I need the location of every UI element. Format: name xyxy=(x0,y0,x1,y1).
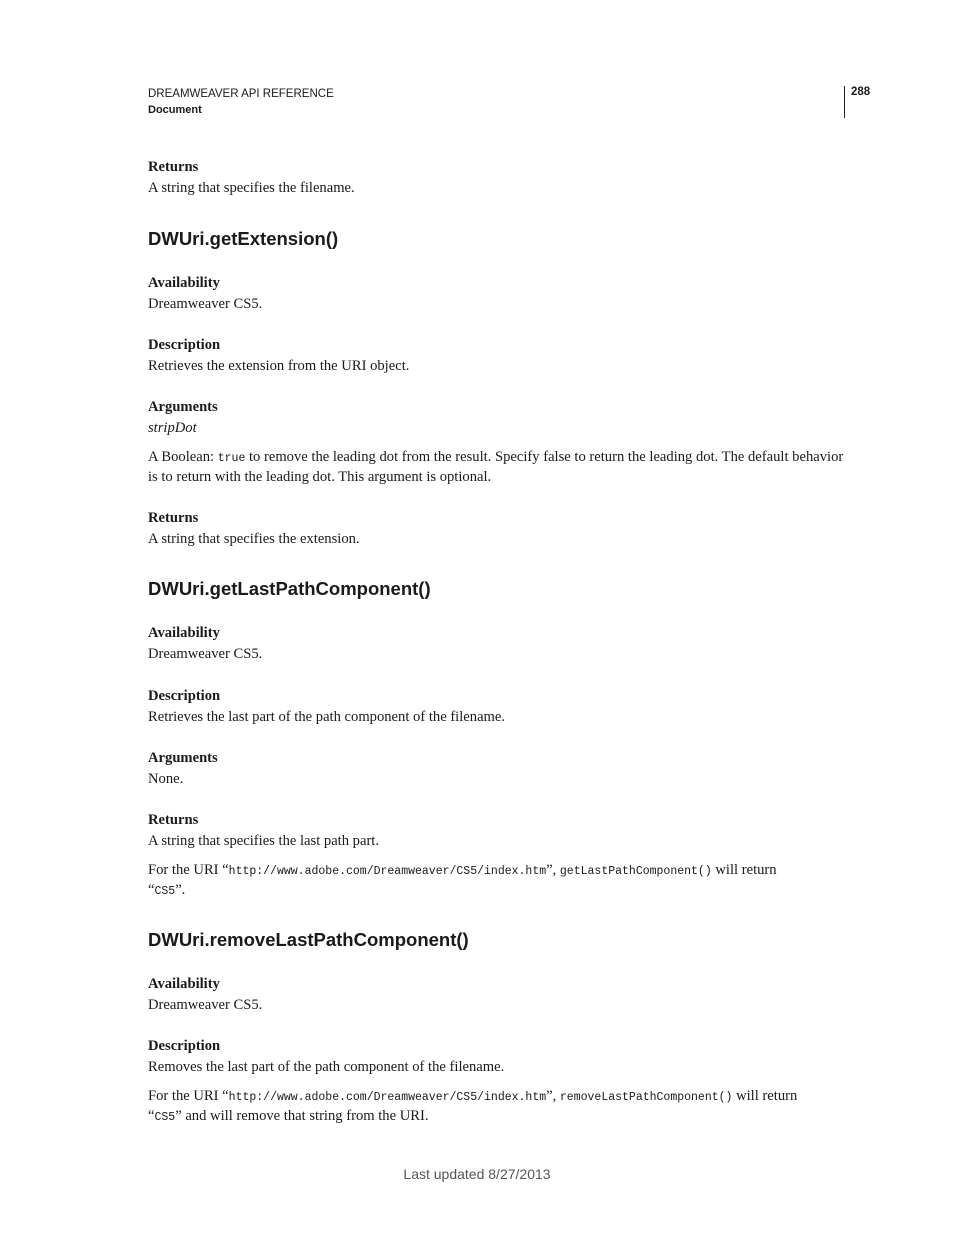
availability-text: Dreamweaver CS5. xyxy=(148,997,263,1013)
example-url: http://www.adobe.com/Dreamweaver/CS5/index.htm xyxy=(228,865,547,878)
example-after: will return xyxy=(711,862,777,878)
availability-label: Availability xyxy=(148,625,220,641)
example-line2 xyxy=(148,880,848,902)
example-end: ”. xyxy=(175,882,186,898)
description-text: Retrieves the extension from the URI object. xyxy=(148,358,410,374)
section-heading-removelastpathcomponent: DWUri.removeLastPathComponent() xyxy=(148,929,469,950)
example-mid: ”, xyxy=(546,862,560,878)
arguments-label: Arguments xyxy=(148,750,218,766)
example-prefix: For the URI “ xyxy=(148,1088,229,1104)
example-mid: ”, xyxy=(546,1088,560,1104)
availability-text: Dreamweaver CS5. xyxy=(148,296,263,312)
example-url: http://www.adobe.com/Dreamweaver/CS5/index.htm xyxy=(228,1091,547,1104)
section-heading-getlastpathcomponent: DWUri.getLastPathComponent() xyxy=(148,578,431,599)
argument-code-true: true xyxy=(217,452,246,465)
argument-desc-prefix: A Boolean: xyxy=(148,449,218,465)
header-divider xyxy=(844,86,845,118)
example-line2 xyxy=(148,1106,848,1128)
example-prefix: For the URI “ xyxy=(148,862,229,878)
running-header-title: DREAMWEAVER API REFERENCE xyxy=(148,88,334,100)
description-text: Removes the last part of the path component of the filename. xyxy=(148,1059,505,1075)
arguments-label: Arguments xyxy=(148,399,218,415)
example-open-quote: “ xyxy=(148,882,155,898)
description-label: Description xyxy=(148,337,221,353)
returns-label: Returns xyxy=(148,159,199,175)
example-result: CS5 xyxy=(154,1111,176,1124)
example-end: ” and will remove that string from the URI. xyxy=(175,1108,429,1124)
returns-text: A string that specifies the last path part. xyxy=(148,833,380,849)
argument-description xyxy=(148,447,868,469)
description-label: Description xyxy=(148,1038,221,1054)
example-after: will return xyxy=(732,1088,798,1104)
running-header-section: Document xyxy=(148,104,202,116)
returns-label: Returns xyxy=(148,812,199,828)
availability-text: Dreamweaver CS5. xyxy=(148,646,263,662)
description-text: Retrieves the last part of the path component of the filename. xyxy=(148,709,506,725)
page-number: 288 xyxy=(851,86,871,98)
availability-label: Availability xyxy=(148,976,220,992)
description-label: Description xyxy=(148,688,221,704)
returns-label: Returns xyxy=(148,510,199,526)
footer-last-updated: Last updated 8/27/2013 xyxy=(403,1166,551,1182)
argument-desc-line1: to remove the leading dot from the result. Specify false to return the leading dot. The default behavior xyxy=(245,449,844,465)
returns-text: A string that specifies the extension. xyxy=(148,531,360,547)
example-function: removeLastPathComponent() xyxy=(559,1091,733,1104)
argument-desc-line2: is to return with the leading dot. This argument is optional. xyxy=(148,469,492,485)
section-heading-getextension: DWUri.getExtension() xyxy=(148,228,339,249)
example-open-quote: “ xyxy=(148,1108,155,1124)
arguments-text: None. xyxy=(148,771,184,787)
returns-text: A string that specifies the filename. xyxy=(148,180,355,196)
example-line1 xyxy=(148,860,848,882)
availability-label: Availability xyxy=(148,275,220,291)
example-result: CS5 xyxy=(154,885,176,898)
example-line1 xyxy=(148,1086,848,1108)
example-function: getLastPathComponent() xyxy=(559,865,712,878)
argument-name: stripDot xyxy=(148,420,197,436)
